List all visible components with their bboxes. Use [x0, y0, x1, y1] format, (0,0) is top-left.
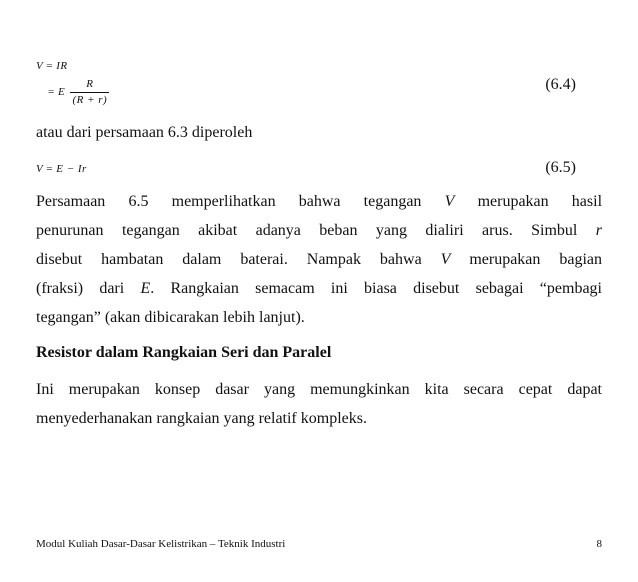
eq-rhs-ir: IR [56, 60, 68, 72]
paragraph-2 [36, 375, 602, 433]
paragraph-1-line-4: (fraksi) dari E. Rangkaian semacam ini biasa disebut sebagai “pembagi [36, 280, 603, 297]
eq2-lhs: V [36, 163, 44, 175]
equation-6-5 [36, 163, 87, 175]
intro-text: atau dari persamaan 6.3 diperoleh [36, 124, 253, 141]
eq-lhs-v: V [36, 60, 44, 72]
equation-number-6-5: (6.5) [545, 159, 576, 176]
page-number: 8 [596, 538, 602, 550]
eq-equals: = [46, 60, 53, 72]
equation-6-4-line-1 [36, 60, 68, 72]
eq2-equals: = [46, 163, 53, 175]
eq-equals-2: = [48, 86, 55, 99]
eq-fraction [70, 78, 109, 107]
paragraph-2-line-1: Ini merupakan konsep dasar yang memungkinkan kita secara cepat dapat [36, 381, 602, 398]
equation-6-4-line-2 [48, 78, 109, 107]
fraction-bar [70, 92, 109, 93]
paragraph-2-line-2: menyederhanakan rangkaian yang relatif kompleks. [36, 410, 367, 427]
paragraph-1 [36, 187, 602, 332]
eq2-rhs: E − Ir [56, 163, 87, 175]
equation-number-6-4: (6.4) [545, 76, 576, 93]
paragraph-1-line-1: Persamaan 6.5 memperlihatkan bahwa tegangan V merupakan hasil [36, 193, 603, 210]
eq-factor-e: E [57, 86, 66, 99]
paragraph-1-line-5: tegangan” (akan dibicarakan lebih lanjut). [36, 309, 305, 326]
paragraph-1-line-3: disebut hambatan dalam baterai. Nampak bahwa V merupakan bagian [36, 251, 602, 268]
eq-numerator: R [86, 78, 94, 90]
section-heading: Resistor dalam Rangkaian Seri dan Paralel [36, 344, 332, 361]
eq-denominator: (R + r) [72, 94, 108, 106]
footer-title: Modul Kuliah Dasar-Dasar Kelistrikan – Teknik Industri [36, 538, 286, 550]
paragraph-1-line-2: penurunan tegangan akibat adanya beban yang dialiri arus. Simbul r [36, 222, 603, 239]
